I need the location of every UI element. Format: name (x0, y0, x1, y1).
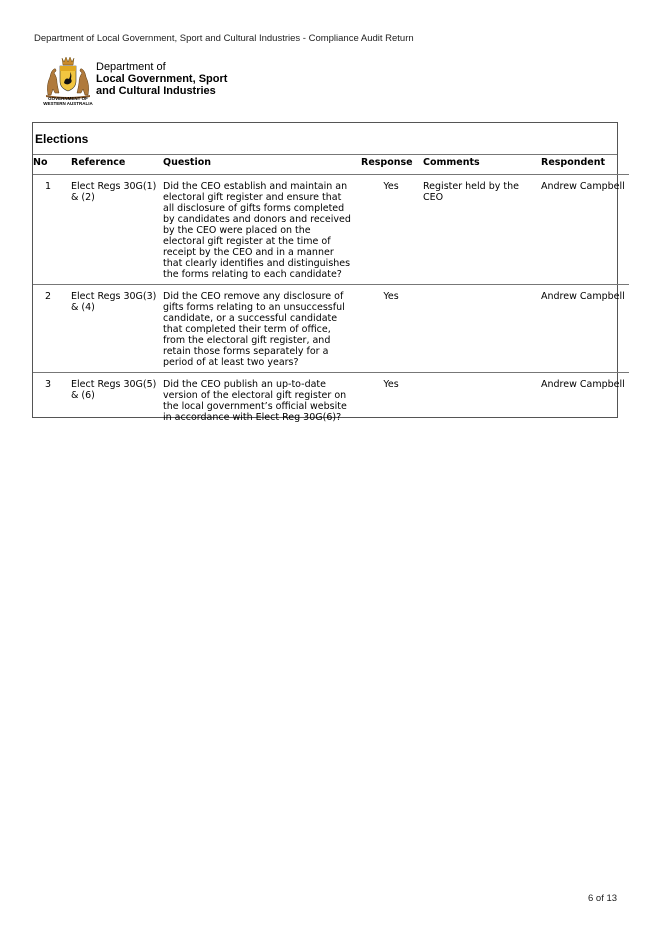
running-header: Department of Local Government, Sport and Cultural Industries - Compliance Audit Return (34, 33, 414, 44)
table-row (33, 285, 629, 373)
department-name (96, 61, 227, 97)
table-row (33, 175, 629, 285)
row-number: 1 (33, 175, 63, 285)
crest-caption (38, 96, 98, 106)
row-response: Yes (361, 285, 421, 373)
compliance-table (33, 155, 629, 427)
row-reference: Elect Regs 30G(5) & (6) (71, 379, 157, 401)
table-header-row (33, 155, 629, 175)
column-header-response: Response (361, 155, 421, 175)
row-reference: Elect Regs 30G(1) & (2) (63, 175, 163, 285)
department-name-line: and Cultural Industries (96, 85, 216, 97)
column-header-reference: Reference (63, 155, 163, 175)
row-respondent: Andrew Campbell (541, 285, 629, 373)
column-header-respondent: Respondent (541, 155, 629, 175)
row-question: Did the CEO establish and maintain an electoral gift register and ensure that all disclosure of gifts forms completed by candidates and donors and received by the CEO were placed on the electoral gift register at the time of receipt by the CEO and in a manner that clearly identifies and distinguishes the forms relating to each candidate? (163, 175, 361, 285)
elections-section (32, 122, 625, 423)
department-name-line: Local Government, Sport (96, 73, 228, 85)
row-number: 3 (44, 379, 52, 390)
column-header-comments: Comments (421, 155, 541, 175)
crest-caption-line: WESTERN AUSTRALIA (43, 101, 93, 106)
column-header-question: Question (163, 155, 361, 175)
row-comments (421, 373, 541, 428)
row-response: Yes (361, 175, 421, 285)
column-header-no: No (33, 155, 63, 175)
row-comments: Register held by the CEO (421, 175, 541, 285)
row-reference: Elect Regs 30G(3) & (4) (63, 285, 163, 373)
row-number: 2 (33, 285, 63, 373)
department-name-line: Department of (96, 61, 166, 73)
row-respondent: Andrew Campbell (541, 175, 629, 285)
crest-caption-line: GOVERNMENT OF (48, 96, 88, 101)
page-number: 6 of 13 (588, 893, 618, 904)
table-row (33, 373, 629, 428)
row-question: Did the CEO publish an up-to-date version of the electoral gift register on the local government’s official website in accordance with Elect Reg 30G(6)? (163, 379, 347, 423)
section-title: Elections (35, 132, 89, 146)
row-comments (421, 285, 541, 373)
row-response: Yes (383, 379, 399, 390)
row-respondent: Andrew Campbell (541, 379, 625, 390)
row-question: Did the CEO remove any disclosure of gifts forms relating to an unsuccessful candidate, or a successful candidate that completed their term of office, from the electoral gift register, and retain those forms separately for a period of at least two years? (163, 285, 361, 373)
